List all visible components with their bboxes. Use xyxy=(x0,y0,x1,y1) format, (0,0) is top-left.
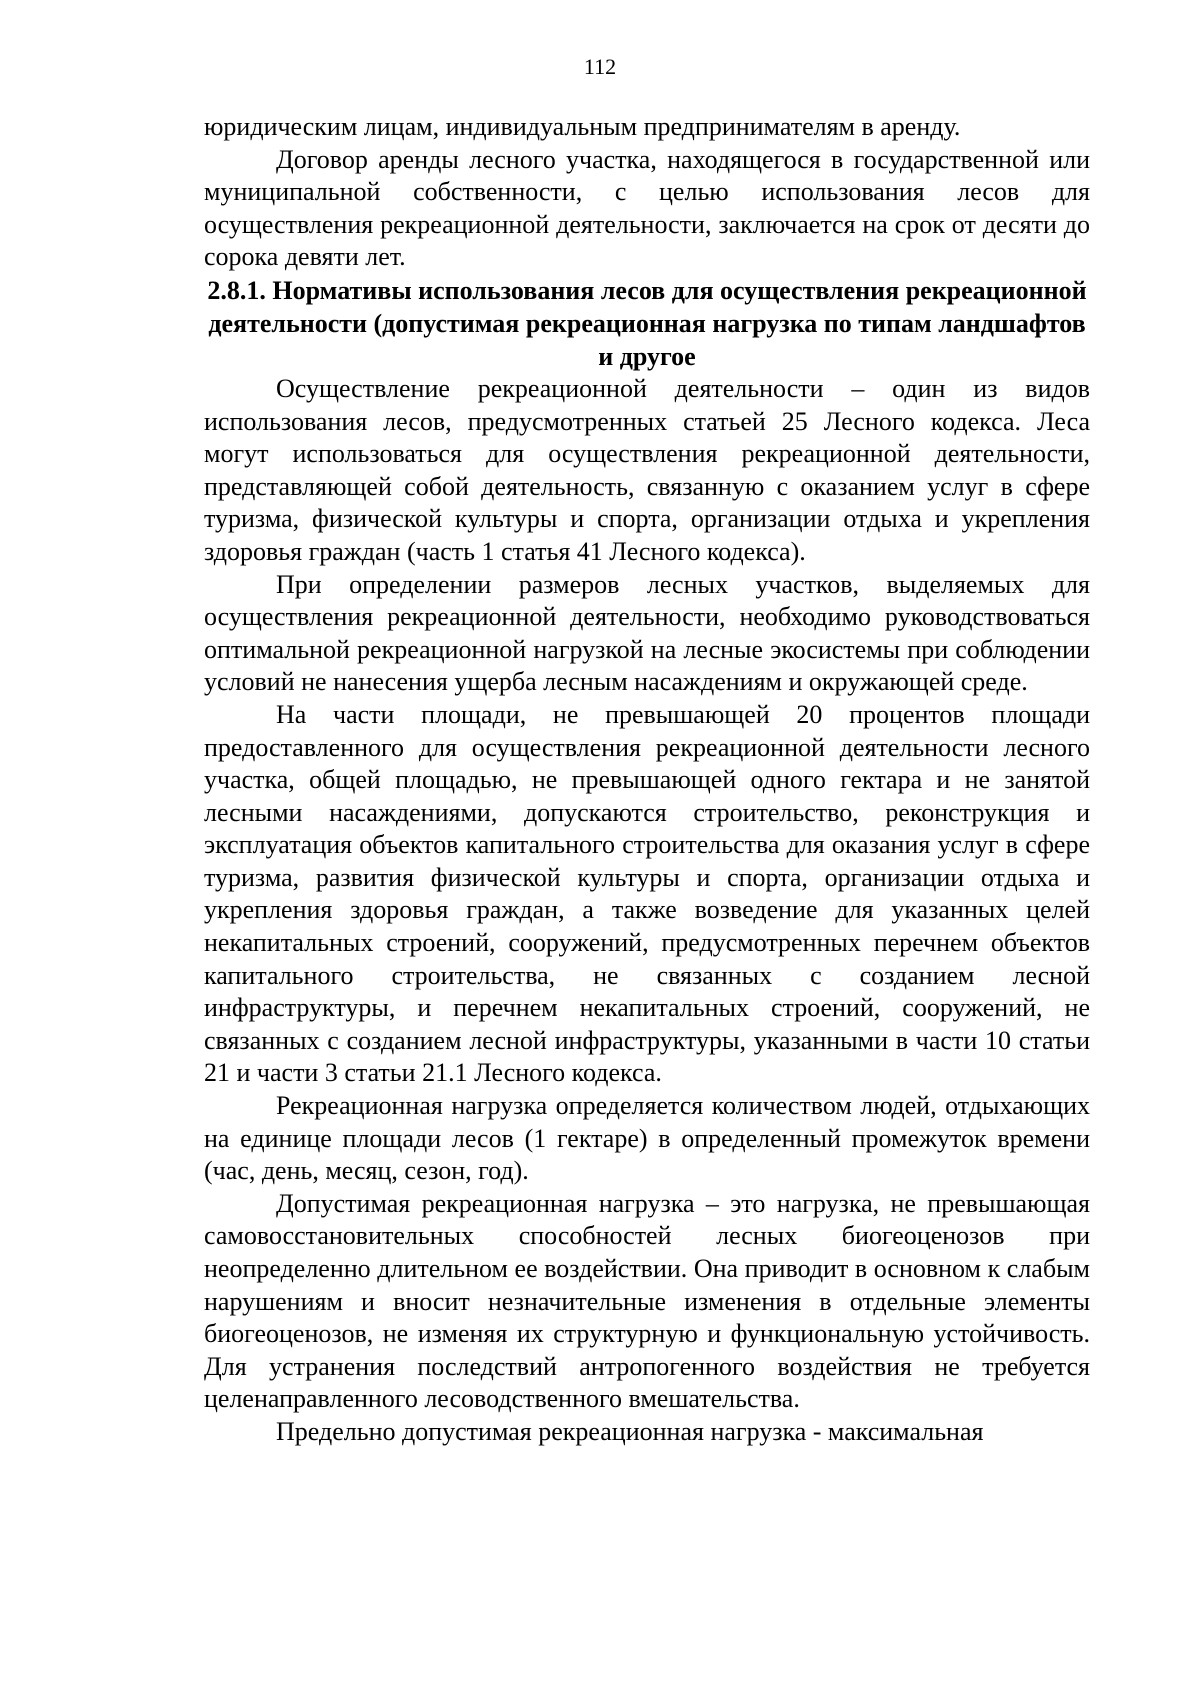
paragraph-maximum-load: Предельно допустимая рекреационная нагрузка - максимальная xyxy=(276,1416,984,1446)
paragraph-permissible-load: Допустимая рекреационная нагрузка – это нагрузка, не превышающая самовосстановительных способностей лесных биогеоценозов при неопределенно длительном ее воздействии. Она приводит в основном к слабым нарушениям и вносит незначительные изменения в отдельные элементы биогеоценозов, не изменяя их структурную и функциональную устойчивость. Для устранения последствий антропогенного воздействия не требуется целенаправленного лесоводственного вмешательства. xyxy=(204,1188,1090,1414)
paragraph-continuation: юридическим лицам, индивидуальным предпринимателям в аренду. xyxy=(204,112,961,141)
section-heading: 2.8.1. Нормативы использования лесов для осуществления рекреационной деятельности (допустимая рекреационная нагрузка по типам ландшафтов и другое xyxy=(207,275,1087,371)
paragraph-recreational-load: Рекреационная нагрузка определяется количеством людей, отдыхающих на единице площади лесов (1 гектаре) в определенный промежуток времени (час, день, месяц, сезон, год). xyxy=(204,1091,1090,1186)
paragraph-construction-limits: На части площади, не превышающей 20 процентов площади предоставленного для осуществления рекреационной деятельности лесного участка, общей площадью, не превышающей одного гектара и не занятой лесными насаждениями, допускаются строительство, реконструкция и эксплуатация объектов капитального строительства для оказания услуг в сфере туризма, развития физической культуры и спорта, организации отдыха и укрепления здоровья граждан, а также возведение для указанных целей некапитальных строений, сооружений, предусмотренных перечнем объектов капитального строительства, не связанных с созданием лесной инфраструктуры, и перечнем некапитальных строений, сооружений, не связанных с созданием лесной инфраструктуры, указанными в части 10 статьи 21 и части 3 статьи 21.1 Лесного кодекса. xyxy=(204,699,1090,1088)
paragraph-recreational-activity: Осуществление рекреационной деятельности – один из видов использования лесов, предусмотренных статьей 25 Лесного кодекса. Леса могут использоваться для осуществления рекреационной деятельности, представляющей собой деятельность, связанную с оказанием услуг в сфере туризма, физической культуры и спорта, организации отдыха и укрепления здоровья граждан (часть 1 статья 41 Лесного кодекса). xyxy=(204,373,1090,566)
paragraph-lease-term: Договор аренды лесного участка, находящегося в государственной или муниципальной собственности, с целью использования лесов для осуществления рекреационной деятельности, заключается на срок от десяти до сорока девяти лет. xyxy=(204,144,1090,272)
document-body xyxy=(204,111,1090,1449)
page-number: 112 xyxy=(583,54,617,79)
paragraph-plot-sizes: При определении размеров лесных участков, выделяемых для осуществления рекреационной деятельности, необходимо руководствоваться оптимальной рекреационной нагрузкой на лесные экосистемы при соблюдении условий не нанесения ущерба лесным насаждениям и окружающей среде. xyxy=(204,569,1090,697)
